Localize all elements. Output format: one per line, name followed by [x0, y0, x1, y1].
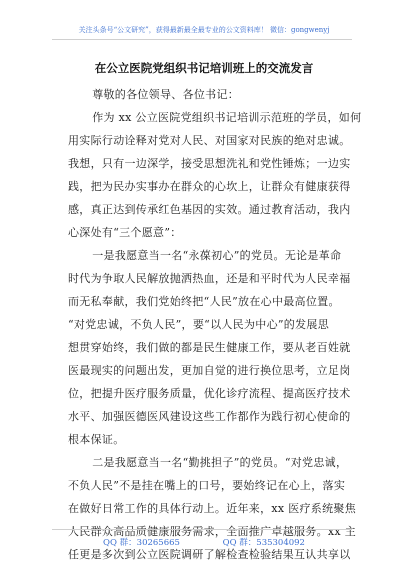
- paragraph-line: 作为 xx 公立医院党组织书记培训示范班的学员，如何: [92, 111, 362, 124]
- paragraph-line: 感，真正达到传承红色基因的实效。通过教育活动，我内: [68, 203, 351, 216]
- paragraph-line: 时代为争取人民解放抛洒热血，还是和平时代为人民幸福: [68, 272, 351, 285]
- paragraph-line: 水平、加强医德医风建设这些工作都作为践行初心使命的: [68, 410, 351, 423]
- footer-divider: [52, 529, 352, 530]
- paragraph: [68, 451, 357, 566]
- paragraph-line: 医最现实的问题出发，更加自觉的进行换位思考，立足岗: [68, 364, 351, 377]
- paragraph-line: 二是我愿意当一名“勤挑担子”的党员。“对党忠诚，: [92, 456, 348, 469]
- paragraph-line: 践，把为民办实事办在群众的心坎上，让群众有健康获得: [68, 180, 351, 193]
- footer-note: [0, 536, 408, 548]
- header-divider: [52, 39, 352, 40]
- document-title: 在公立医院党组织书记培训班上的交流发言: [94, 61, 314, 75]
- paragraph-line: 在做好日常工作的具体行动上。近年来，xx 医疗系统聚焦: [68, 502, 357, 515]
- paragraph-line: 而无私奉献，我们党始终把“人民”放在心中最高位置。: [68, 295, 340, 308]
- paragraph-line: 想贯穿始终，我们做的都是民生健康工作，要从老百姓就: [68, 341, 351, 354]
- footer-qq-group-1: QQ 群：30265665: [103, 538, 180, 548]
- paragraph-line: “对党忠诚，不负人民”，要“以人民为中心”的发展思: [68, 318, 329, 331]
- paragraph-line: 人民群众高品质健康服务需求，全面推广卓越服务。xx 主: [68, 525, 357, 538]
- document-body: [68, 83, 362, 566]
- paragraph-line: 用实际行动诠释对党对人民、对国家对民族的绝对忠诚。: [68, 134, 351, 147]
- header-note: 关注头条号“公文研究”，获得最新最全最专业的公文资料库！ 微信：gongwenyj: [78, 26, 330, 34]
- paragraph-line: 我想，只有一边深学，接受思想洗礼和党性锤炼；一边实: [68, 157, 351, 170]
- footer-qq-group-2: QQ 群：535304092: [222, 538, 305, 548]
- paragraph-line: 任更是多次到公立医院调研了解检查检验结果互认共享以: [68, 548, 351, 561]
- paragraph-line: 根本保证。: [68, 433, 125, 446]
- paragraph: [68, 244, 351, 451]
- paragraph-line: 不负人民”不是挂在嘴上的口号，要始终记在心上，落实: [68, 479, 346, 492]
- paragraphs: [68, 106, 362, 566]
- paragraph-line: 一是我愿意当一名“永葆初心”的党员。无论是革命: [92, 249, 342, 262]
- paragraph: [68, 106, 362, 244]
- salutation: 尊敬的各位领导、各位书记：: [92, 88, 240, 101]
- paragraph-line: 位，把提升医疗服务质量，优化诊疗流程、提高医疗技术: [68, 387, 351, 400]
- paragraph-line: 心深处有“三个愿意”：: [68, 226, 182, 239]
